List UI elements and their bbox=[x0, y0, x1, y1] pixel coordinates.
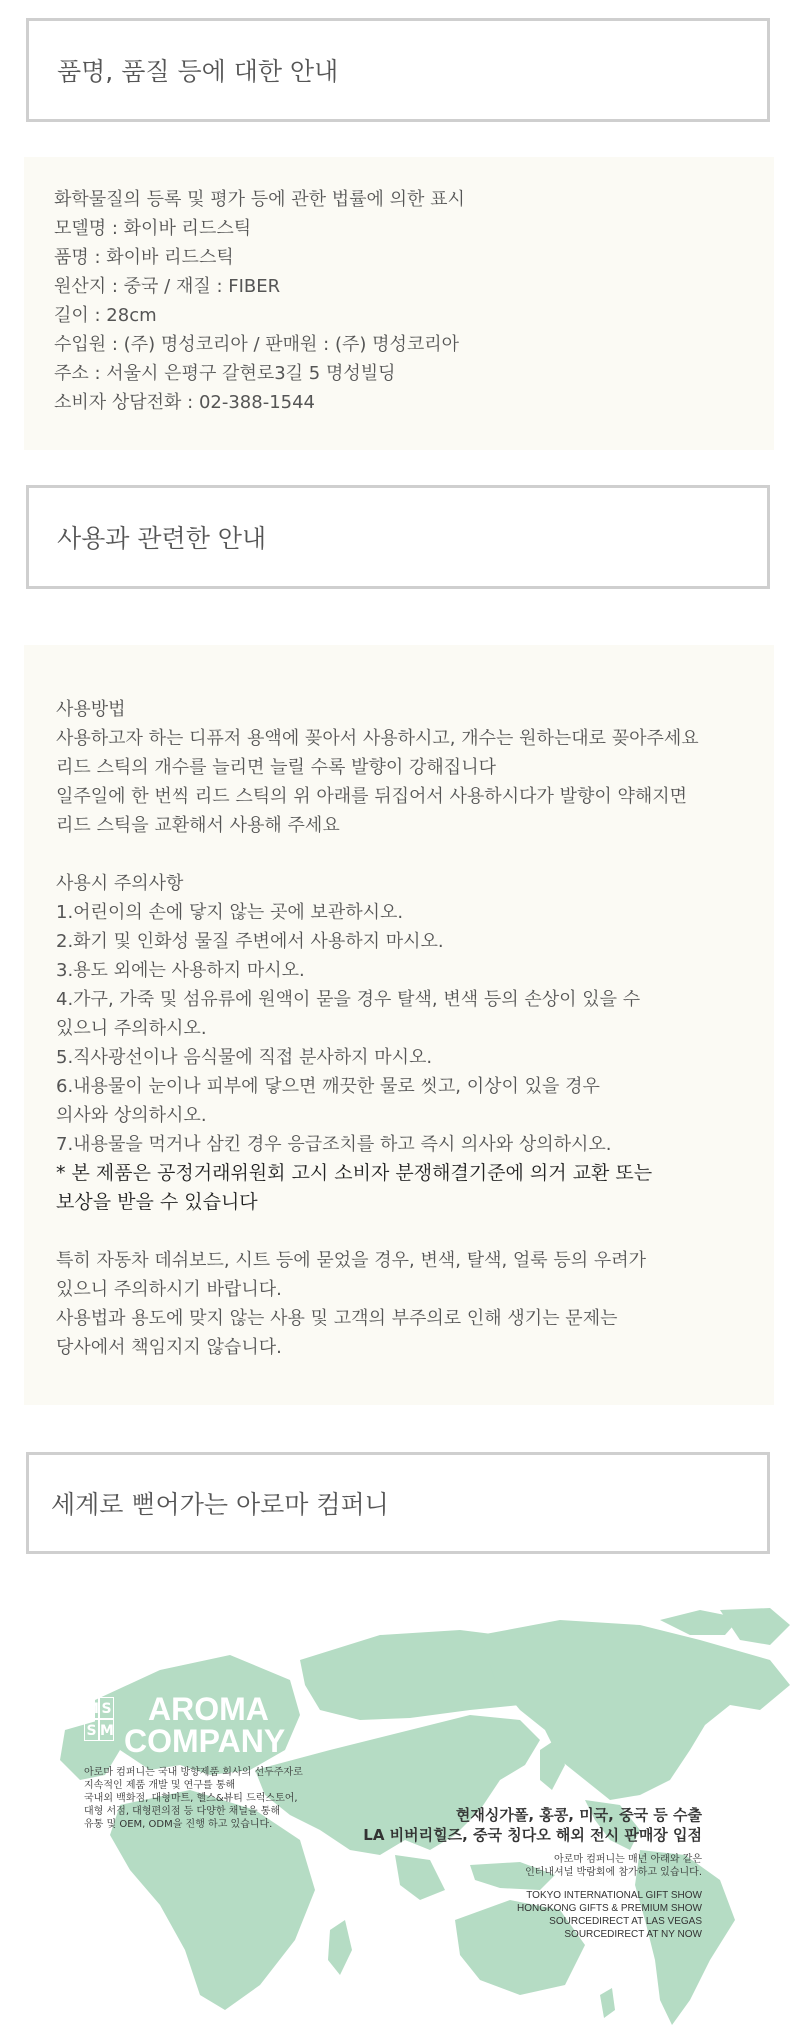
info-line: 수입원 : (주) 명성코리아 / 판매원 : (주) 명성코리아 bbox=[54, 334, 460, 355]
section-title-text: 사용과 관련한 안내 bbox=[57, 524, 267, 553]
notice-line: * 본 제품은 공정거래위원회 고시 소비자 분쟁해결기준에 의거 교환 또는 bbox=[56, 1162, 653, 1184]
fair-intro-line: 인터내셔널 박람회에 참가하고 있습니다. bbox=[525, 1867, 702, 1878]
section-title-global bbox=[26, 1452, 770, 1554]
info-line: 원산지 : 중국 / 재질 : FIBER bbox=[54, 276, 281, 297]
company-description bbox=[84, 1766, 303, 1831]
info-line: 화학물질의 등록 및 평가 등에 관한 법률에 의한 표시 bbox=[54, 189, 465, 210]
usage-line: 일주일에 한 번씩 리드 스틱의 위 아래를 뒤집어서 사용하시다가 발향이 약해지면 bbox=[56, 786, 688, 807]
extra-line: 있으니 주의하시기 바랍니다. bbox=[56, 1279, 282, 1300]
logo-letter: M bbox=[84, 1697, 99, 1719]
world-map bbox=[0, 1600, 800, 2033]
desc-line: 아로마 컴퍼니는 국내 방향제품 회사의 선두주자로 bbox=[84, 1767, 303, 1778]
usage-line: 리드 스틱의 개수를 늘리면 늘릴 수록 발향이 강해집니다 bbox=[56, 757, 496, 778]
fair-intro-line: 아로마 컴퍼니는 매년 아래와 같은 bbox=[554, 1854, 702, 1865]
caution-line: 6.내용물이 눈이나 피부에 닿으면 깨끗한 물로 씻고, 이상이 있을 경우 bbox=[56, 1076, 600, 1097]
extra-line: 사용법과 용도에 맞지 않는 사용 및 고객의 부주의로 인해 생기는 문제는 bbox=[56, 1308, 618, 1329]
caution-line: 4.가구, 가죽 및 섬유류에 원액이 묻을 경우 탈색, 변색 등의 손상이 있을 수 bbox=[56, 989, 641, 1010]
section-title-text: 세계로 뻗어가는 아로마 컴퍼니 bbox=[51, 1490, 389, 1519]
fair-item: TOKYO INTERNATIONAL GIFT SHOW bbox=[526, 1890, 702, 1901]
export-line: LA 비버리힐즈, 중국 칭다오 해외 전시 판매장 입점 bbox=[363, 1826, 702, 1844]
fair-item: HONGKONG GIFTS & PREMIUM SHOW bbox=[516, 1903, 702, 1914]
fair-item: SOURCEDIRECT AT NY NOW bbox=[564, 1929, 702, 1940]
section-title-product-info bbox=[26, 18, 770, 122]
desc-line: 국내외 백화점, 대형마트, 헬스&뷰티 드럭스토어, bbox=[84, 1793, 298, 1804]
section-title-text: 품명, 품질 등에 대한 안내 bbox=[57, 57, 339, 86]
notice-line: 보상을 받을 수 있습니다 bbox=[56, 1191, 258, 1213]
caution-line: 2.화기 및 인화성 물질 주변에서 사용하지 마시오. bbox=[56, 931, 444, 952]
logo-letter: S bbox=[84, 1719, 99, 1741]
info-line: 소비자 상담전화 : 02-388-1544 bbox=[54, 392, 316, 413]
export-line: 현재싱가폴, 홍콩, 미국, 중국 등 수출 bbox=[455, 1806, 702, 1824]
extra-line: 당사에서 책임지지 않습니다. bbox=[56, 1337, 282, 1358]
usage-heading: 사용방법 bbox=[56, 699, 126, 720]
company-logo bbox=[84, 1697, 114, 1741]
usage-line: 리드 스틱을 교환해서 사용해 주세요 bbox=[56, 815, 340, 836]
section-title-usage bbox=[26, 485, 770, 589]
brand-name-line1: AROMA bbox=[148, 1691, 269, 1727]
caution-line: 의사와 상의하시오. bbox=[56, 1105, 207, 1126]
export-info bbox=[363, 1805, 702, 1845]
caution-line: 1.어린이의 손에 닿지 않는 곳에 보관하시오. bbox=[56, 902, 404, 923]
brand-name-line2: COMPANY bbox=[124, 1723, 286, 1759]
usage-info-panel bbox=[24, 645, 774, 1405]
extra-line: 특히 자동차 데쉬보드, 시트 등에 묻었을 경우, 변색, 탈색, 얼룩 등의 우려가 bbox=[56, 1250, 647, 1271]
product-info-panel bbox=[24, 157, 774, 450]
desc-line: 대형 서점, 대형편의점 등 다양한 채널을 통해 bbox=[84, 1806, 281, 1817]
caution-line: 5.직사광선이나 음식물에 직접 분사하지 마시오. bbox=[56, 1047, 433, 1068]
logo-letter: S bbox=[99, 1697, 114, 1719]
caution-line: 7.내용물을 먹거나 삼킨 경우 응급조치를 하고 즉시 의사와 상의하시오. bbox=[56, 1134, 612, 1155]
caution-line: 3.용도 외에는 사용하지 마시오. bbox=[56, 960, 305, 981]
info-line: 품명 : 화이바 리드스틱 bbox=[54, 247, 234, 268]
caution-line: 있으니 주의하시오. bbox=[56, 1018, 207, 1039]
info-line: 모델명 : 화이바 리드스틱 bbox=[54, 218, 252, 239]
fair-item: SOURCEDIRECT AT LAS VEGAS bbox=[549, 1916, 702, 1927]
info-line: 주소 : 서울시 은평구 갈현로3길 5 명성빌딩 bbox=[54, 363, 396, 384]
caution-heading: 사용시 주의사항 bbox=[56, 873, 184, 894]
desc-line: 유통 및 OEM, ODM을 진행 하고 있습니다. bbox=[84, 1819, 273, 1830]
logo-letter: M bbox=[99, 1719, 114, 1741]
fair-info bbox=[517, 1853, 702, 1941]
desc-line: 지속적인 제품 개발 및 연구를 통해 bbox=[84, 1780, 236, 1791]
info-line: 길이 : 28cm bbox=[54, 305, 157, 326]
usage-line: 사용하고자 하는 디퓨저 용액에 꽂아서 사용하시고, 개수는 원하는대로 꽂아주세요 bbox=[56, 728, 699, 749]
